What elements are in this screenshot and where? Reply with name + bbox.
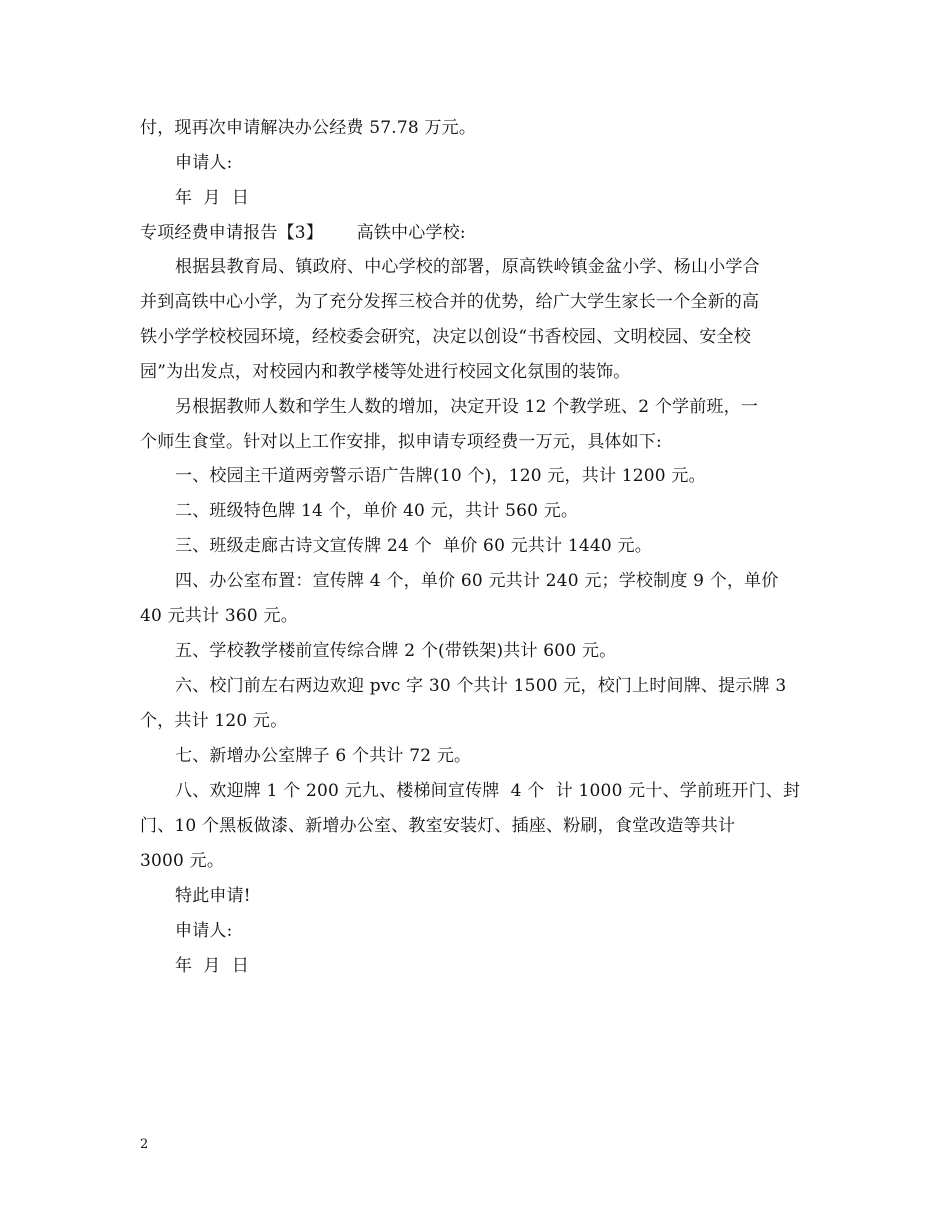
text-line: 铁小学学校校园环境，经校委会研究，决定以创设“书香校园、文明校园、安全校 [140, 327, 751, 347]
list-item-continuation: 40 元共计 360 元。 [140, 606, 298, 626]
text-line: 根据县教育局、镇政府、中心学校的部署，原高铁岭镇金盆小学、杨山小学合 [175, 257, 760, 277]
list-item: 七、新增办公室牌子 6 个共计 72 元。 [175, 746, 472, 766]
text-line: 付，现再次申请解决办公经费 57.78 万元。 [140, 118, 477, 138]
date-placeholder: 年 月 日 [175, 956, 250, 976]
list-item: 一、校园主干道两旁警示语广告牌(10 个)，120 元，共计 1200 元。 [175, 466, 706, 486]
list-item: 五、学校教学楼前宣传综合牌 2 个(带铁架)共计 600 元。 [175, 641, 617, 661]
closing-text: 特此申请! [175, 886, 251, 906]
text-line: 另根据教师人数和学生人数的增加，决定开设 12 个教学班、2 个学前班，一 [175, 397, 759, 417]
applicant-label: 申请人: [175, 921, 233, 941]
report-heading: 专项经费申请报告【3】 高铁中心学校: [140, 223, 466, 243]
applicant-label: 申请人: [175, 153, 233, 173]
list-item: 三、班级走廊古诗文宣传牌 24 个 单价 60 元共计 1440 元。 [175, 536, 652, 556]
list-item: 六、校门前左右两边欢迎 pvc 字 30 个共计 1500 元，校门上时间牌、提示牌 3 [175, 676, 787, 696]
text-line: 园”为出发点，对校园内和教学楼等处进行校园文化氛围的装饰。 [140, 362, 631, 382]
page-number: 2 [140, 1137, 149, 1152]
text-line: 并到高铁中心小学，为了充分发挥三校合并的优势，给广大学生家长一个全新的高 [140, 292, 760, 312]
text-line: 个师生食堂。针对以上工作安排，拟申请专项经费一万元，具体如下: [140, 432, 662, 452]
date-placeholder: 年 月 日 [175, 188, 250, 208]
list-item-continuation: 门、10 个黑板做漆、新增办公室、教室安装灯、插座、粉刷，食堂改造等共计 [140, 816, 736, 836]
list-item: 二、班级特色牌 14 个，单价 40 元，共计 560 元。 [175, 501, 579, 521]
list-item: 四、办公室布置：宣传牌 4 个，单价 60 元共计 240 元；学校制度 9 个，单价 [175, 571, 779, 591]
list-item-continuation: 3000 元。 [140, 851, 225, 871]
list-item: 八、欢迎牌 1 个 200 元九、楼梯间宣传牌 4 个 计 1000 元十、学前班开门、封 [175, 781, 801, 801]
list-item-continuation: 个，共计 120 元。 [140, 711, 288, 731]
